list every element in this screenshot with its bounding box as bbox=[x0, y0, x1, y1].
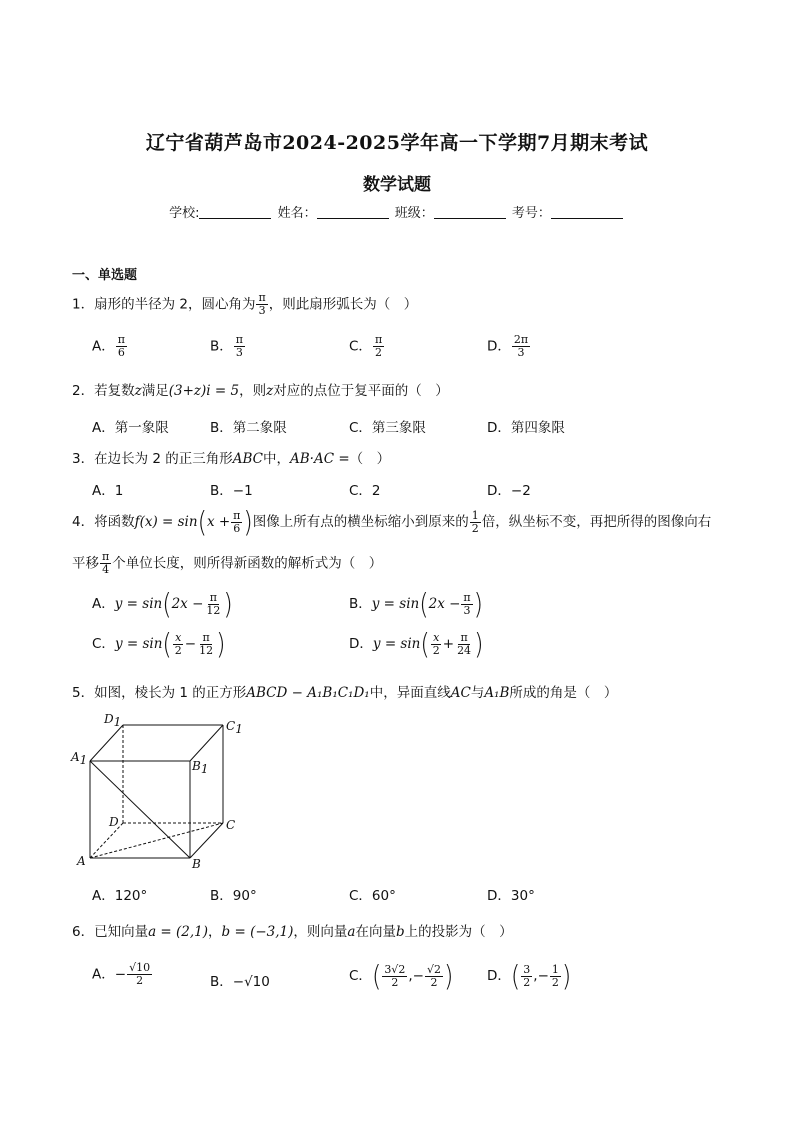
label-a: A bbox=[77, 854, 86, 868]
question-6: 6．已知向量a = (2,1)，b = (−3,1)，则向量a在向量b上的投影为（ ） bbox=[72, 924, 513, 940]
q3-option-a[interactable]: A．1 bbox=[92, 483, 124, 499]
cube-figure bbox=[66, 708, 256, 878]
label-b: B bbox=[192, 857, 201, 871]
question-4-line-1: 4．将函数f(x) = sin(x + $\frac{\pi}{6}$ )图像上所有点的横坐标缩小到原来的 $\frac{1}{2}$ 倍，纵坐标不变，再把所得的图像向右 bbox=[72, 505, 712, 539]
q1-option-d[interactable]: D． $\frac{2\pi}{3}$ bbox=[487, 333, 529, 359]
question-2: 2．若复数z满足(3+z)i = 5，则z对应的点位于复平面的（ ） bbox=[72, 383, 449, 399]
section-heading: 一、单选题 bbox=[72, 268, 138, 283]
id-label: 考号： bbox=[511, 206, 551, 221]
q2-option-c[interactable]: C．第三象限 bbox=[349, 420, 426, 436]
student-info-fields bbox=[0, 202, 794, 221]
name-blank[interactable] bbox=[317, 206, 389, 219]
edge-a1-d1 bbox=[90, 725, 123, 761]
q6-option-a[interactable]: A．− $\frac{√10}{2}$ bbox=[92, 961, 151, 987]
label-a1: A1 bbox=[71, 750, 88, 767]
question-3: 3．在边长为 2 的正三角形ABC中，AB·AC =（ ） bbox=[72, 451, 391, 467]
school-blank[interactable] bbox=[199, 206, 271, 219]
label-c1: C1 bbox=[226, 719, 243, 736]
edge-b-c bbox=[190, 823, 223, 858]
q6-option-b[interactable]: B．−√10 bbox=[210, 974, 270, 990]
q3-option-d[interactable]: D．−2 bbox=[487, 483, 531, 499]
diagonal-a1-b bbox=[90, 761, 190, 858]
q3-option-b[interactable]: B．−1 bbox=[210, 483, 253, 499]
edge-b1-c1 bbox=[190, 725, 223, 761]
id-blank[interactable] bbox=[551, 206, 623, 219]
q5-option-a[interactable]: A．120° bbox=[92, 888, 148, 904]
q1-option-a[interactable]: A． $\frac{\pi}{6}$ bbox=[92, 333, 125, 359]
q6-option-d[interactable]: D．( $\frac{3}{2}$ ,− $\frac{1}{2}$ ) bbox=[487, 959, 572, 993]
q2-option-d[interactable]: D．第四象限 bbox=[487, 420, 565, 436]
question-4-line-2: 平移 $\frac{\pi}{4}$ 个单位长度，则所得新函数的解析式为（ ） bbox=[72, 550, 383, 576]
label-d: D bbox=[109, 815, 119, 829]
q5-option-b[interactable]: B．90° bbox=[210, 888, 257, 904]
school-label: 学校: bbox=[169, 206, 200, 221]
q4-option-d[interactable]: D．y = sin( $\frac{x}{2}$ + $\frac{\pi}{24}$ ) bbox=[349, 627, 484, 661]
q4-option-c[interactable]: C．y = sin( $\frac{x}{2}$ − $\frac{\pi}{12}$ ) bbox=[92, 627, 226, 661]
class-label: 班级： bbox=[394, 206, 434, 221]
page-title: 辽宁省葫芦岛市2024-2025学年高一下学期7月期末考试 bbox=[145, 132, 649, 154]
page-subtitle: 数学试题 bbox=[363, 175, 431, 195]
q3-option-c[interactable]: C．2 bbox=[349, 483, 381, 499]
q2-option-a[interactable]: A．第一象限 bbox=[92, 420, 169, 436]
label-c: C bbox=[226, 818, 236, 832]
label-b1: B1 bbox=[192, 759, 209, 776]
q2-option-b[interactable]: B．第二象限 bbox=[210, 420, 287, 436]
q1-option-b[interactable]: B． $\frac{\pi}{3}$ bbox=[210, 333, 243, 359]
label-d1: D1 bbox=[104, 712, 122, 729]
q6-option-c[interactable]: C．( $\frac{3√2}{2}$ ,− $\frac{√2}{2}$ ) bbox=[349, 959, 454, 993]
question-1: 1．扇形的半径为 2，圆心角为 $\frac{\pi}{3}$ ，则此扇形弧长为（ ） bbox=[72, 291, 418, 317]
class-blank[interactable] bbox=[434, 206, 506, 219]
question-5: 5．如图，棱长为 1 的正方形ABCD − A₁B₁C₁D₁中，异面直线AC与A₁B所成的角是（ ） bbox=[72, 685, 618, 701]
q4-option-a[interactable]: A．y = sin(2x − $\frac{\pi}{12}$ ) bbox=[92, 587, 233, 621]
q5-option-c[interactable]: C．60° bbox=[349, 888, 396, 904]
q5-option-d[interactable]: D．30° bbox=[487, 888, 535, 904]
q4-option-b[interactable]: B．y = sin(2x − $\frac{\pi}{3}$ ) bbox=[349, 587, 484, 621]
q1-option-c[interactable]: C． $\frac{\pi}{2}$ bbox=[349, 333, 383, 359]
name-label: 姓名： bbox=[277, 206, 317, 221]
